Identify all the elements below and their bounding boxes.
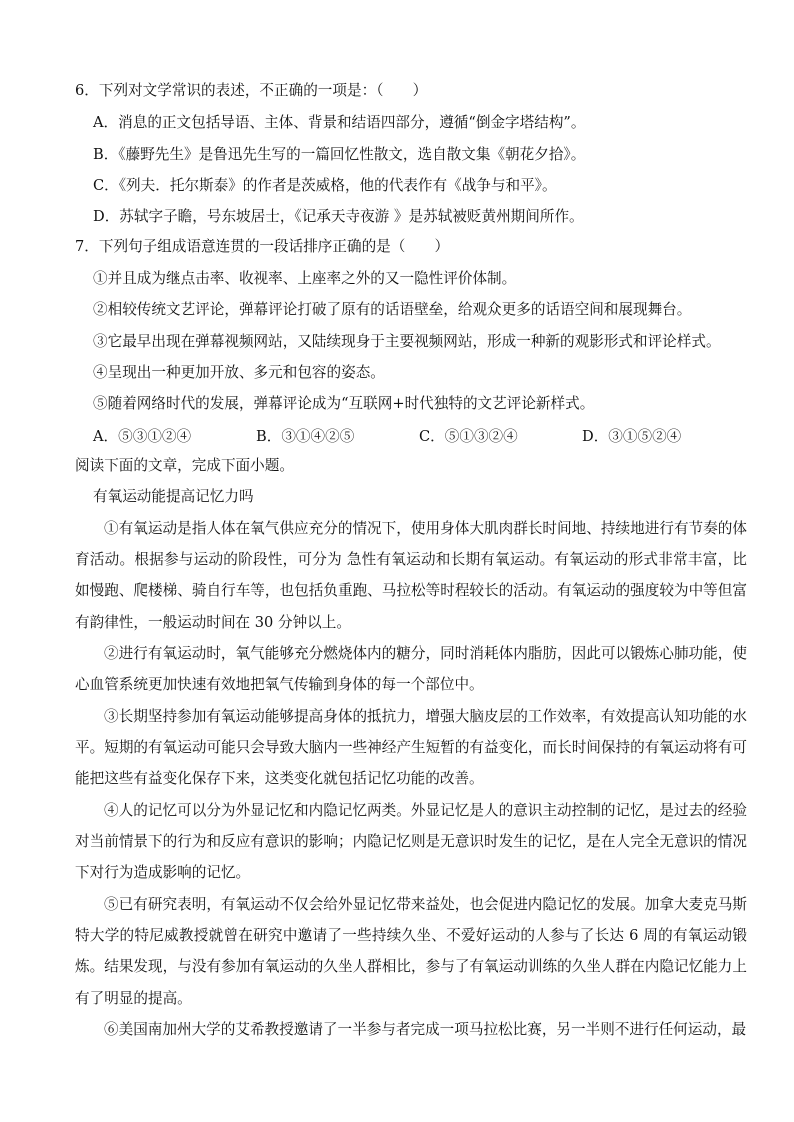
question-7-option-b: B．③①④②⑤ (256, 428, 355, 445)
question-7-sentence-4: ④呈现出一种更加开放、多元和包容的姿态。 (93, 364, 385, 381)
question-6-option-c: C．《列夫．托尔斯泰》的作者是茨威格，他的代表作有《战争与和平》。 (93, 177, 557, 194)
article-paragraph-6 (75, 1014, 747, 1045)
article-paragraph-4 (75, 795, 747, 889)
question-6-option-d: D．苏轼字子瞻，号东坡居士，《记承天寺夜游 》是苏轼被贬黄州期间所作。 (93, 208, 584, 225)
question-7-option-a: A．⑤③①②④ (93, 428, 192, 445)
article-title: 有氧运动能提高记忆力吗 (93, 488, 254, 505)
question-6-option-b: B．《藤野先生》是鲁迅先生写的一篇回忆性散文，选自散文集《朝花夕拾》。 (93, 146, 586, 163)
article-paragraph-1 (75, 513, 747, 638)
question-7-option-c: C．⑤①③②④ (419, 428, 518, 445)
article-paragraph-3 (75, 701, 747, 795)
question-7-options (93, 425, 713, 445)
question-7-sentence-3: ③它最早出现在弹幕视频网站，又陆续现身于主要视频网站，形成一种新的观影形式和评论样式。 (93, 333, 721, 350)
question-7-option-d: D．③①⑤②④ (582, 428, 682, 445)
article-paragraph-2-text: ②进行有氧运动时，氧气能够充分燃烧体内的糖分，同时消耗体内脂肪，因此可以锻炼心肺功能，使心血管系统更加快速有效地把氧气传输到身体的每一个部位中。 (75, 645, 747, 694)
article-paragraph-5-text: ⑤已有研究表明，有氧运动不仅会给外显记忆带来益处，也会促进内隐记忆的发展。加拿大麦克马斯特大学的特尼威教授就曾在研究中邀请了一些持续久坐、不爱好运动的人参与了长达 6 周的有氧运动锻炼。结果发现，与没有参加有氧运动的久坐人群相比，参与了有氧运动训练的久坐人群在内隐记忆能力上有了明显的提高。 (75, 896, 747, 1007)
question-6-stem: 6．下列对文学常识的表述，不正确的一项是：（ ） (75, 82, 428, 99)
article-paragraph-4-text: ④人的记忆可以分为外显记忆和内隐记忆两类。外显记忆是人的意识主动控制的记忆，是过去的经验对当前情景下的行为和反应有意识的影响；内隐记忆则是无意识时发生的记忆，是在人完全无意识的情况下对行为造成影响的记忆。 (75, 802, 747, 882)
question-7-sentence-2: ②相较传统文艺评论，弹幕评论打破了原有的话语壁垒，给观众更多的话语空间和展现舞台。 (93, 301, 692, 318)
question-7-stem: 7．下列句子组成语意连贯的一段话排序正确的是（ ） (75, 238, 450, 255)
article-paragraph-5 (75, 889, 747, 1014)
article-paragraph-3-text: ③长期坚持参加有氧运动能够提高身体的抵抗力，增强大脑皮层的工作效率，有效提高认知功能的水平。短期的有氧运动可能只会导致大脑内一些神经产生短暂的有益变化，而长时间保持的有氧运动将有可能把这些有益变化保存下来，这类变化就包括记忆功能的改善。 (75, 708, 747, 788)
question-7-sentence-5: ⑤随着网络时代的发展，弹幕评论成为“互联网+时代独特的文艺评论新样式。 (93, 395, 595, 412)
article-paragraph-1-text: ①有氧运动是指人体在氧气供应充分的情况下，使用身体大肌肉群长时间地、持续地进行有节奏的体育活动。根据参与运动的阶段性，可分为 急性有氧运动和长期有氧运动。有氧运动的形式非常丰富，比如慢跑、爬楼梯、骑自行车等，也包括负重跑、马拉松等时程较长的活动。有氧运动的强度较为中等但富有韵律性，一般运动时间在 30 分钟以上。 (75, 520, 747, 631)
article-paragraph-6-text: ⑥美国南加州大学的艾希教授邀请了一半参与者完成一项马拉松比赛，另一半则不进行任何运动，最 (104, 1021, 747, 1038)
question-6-option-a: A．消息的正文包括导语、主体、背景和结语四部分，遵循“倒金字塔结构”。 (93, 114, 586, 131)
question-7-sentence-1: ①并且成为继点击率、收视率、上座率之外的又一隐性评价体制。 (93, 270, 517, 287)
article-paragraph-2 (75, 638, 747, 700)
reading-instruction: 阅读下面的文章，完成下面小题。 (75, 457, 294, 474)
